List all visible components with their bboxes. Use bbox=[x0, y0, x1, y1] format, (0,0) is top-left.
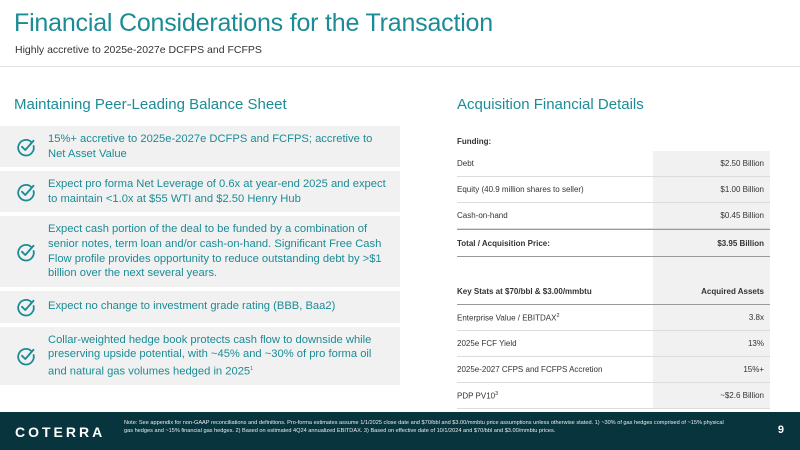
left-section-heading: Maintaining Peer-Leading Balance Sheet bbox=[14, 96, 287, 113]
row-label: Enterprise Value / EBITDAX bbox=[457, 313, 557, 323]
page-number: 9 bbox=[777, 424, 784, 436]
row-label: Equity (40.9 million shares to seller) bbox=[457, 185, 584, 194]
table-row bbox=[457, 151, 770, 177]
bullet-text bbox=[48, 333, 388, 380]
footnote-marker: 1 bbox=[250, 365, 254, 372]
checkmark-circle-icon bbox=[16, 297, 36, 317]
stats-header-row bbox=[457, 279, 770, 305]
total-value: $3.95 Billion bbox=[653, 230, 770, 256]
table-row bbox=[457, 331, 770, 357]
stats-header-label: Key Stats at $70/bbl & $3.00/mmbtu bbox=[457, 287, 592, 296]
bullet-text: Expect no change to investment grade rating (BBB, Baa2) bbox=[48, 300, 336, 313]
row-label: Debt bbox=[457, 159, 474, 168]
bullet-list bbox=[0, 126, 400, 389]
funding-label: Funding: bbox=[457, 136, 492, 146]
row-label: 2025e-2027 CFPS and FCFPS Accretion bbox=[457, 365, 603, 374]
table-row bbox=[457, 203, 770, 229]
footer-bar bbox=[0, 412, 800, 450]
total-label: Total / Acquisition Price: bbox=[457, 238, 550, 248]
checkmark-circle-icon bbox=[16, 242, 36, 262]
checkmark-circle-icon bbox=[16, 182, 36, 202]
row-label: Cash-on-hand bbox=[457, 211, 508, 220]
company-logo: COTERRA bbox=[15, 424, 106, 440]
header-divider bbox=[0, 66, 800, 67]
stats-header-value: Acquired Assets bbox=[653, 279, 770, 304]
row-value: $1.00 Billion bbox=[653, 177, 770, 202]
bullet-text-body: Collar-weighted hedge book protects cash flow to downside while preserving upside potential, with ~45% and ~30% of pro forma oil and natural gas volumes hedged in 2025 bbox=[48, 333, 372, 378]
footnote-marker: 2 bbox=[556, 312, 560, 319]
page-title: Financial Considerations for the Transaction bbox=[14, 9, 493, 37]
bullet-item bbox=[0, 171, 400, 212]
row-value: $2.50 Billion bbox=[653, 151, 770, 176]
row-value: ~$2.6 Billion bbox=[653, 383, 770, 408]
funding-header-row bbox=[457, 131, 770, 151]
table-row bbox=[457, 305, 770, 331]
bullet-item bbox=[0, 216, 400, 286]
bullet-item bbox=[0, 126, 400, 167]
table-spacer bbox=[457, 257, 770, 279]
row-value: 15%+ bbox=[653, 357, 770, 382]
financial-details-table bbox=[457, 131, 770, 409]
table-row bbox=[457, 383, 770, 409]
bullet-item bbox=[0, 291, 400, 323]
footnote-marker: 3 bbox=[495, 390, 499, 397]
bullet-text: Expect pro forma Net Leverage of 0.6x at year-end 2025 and expect to maintain <1.0x at $55 WTI and $2.50 Henry Hub bbox=[48, 178, 386, 205]
page-subtitle: Highly accretive to 2025e-2027e DCFPS and FCFPS bbox=[15, 44, 262, 56]
table-row bbox=[457, 177, 770, 203]
row-label: 2025e FCF Yield bbox=[457, 339, 517, 348]
right-section-heading: Acquisition Financial Details bbox=[457, 96, 644, 113]
bullet-text: 15%+ accretive to 2025e-2027e DCFPS and FCFPS; accretive to Net Asset Value bbox=[48, 133, 373, 160]
bullet-item bbox=[0, 327, 400, 386]
total-row bbox=[457, 229, 770, 257]
table-row bbox=[457, 357, 770, 383]
checkmark-circle-icon bbox=[16, 346, 36, 366]
checkmark-circle-icon bbox=[16, 137, 36, 157]
row-value: $0.45 Billion bbox=[653, 203, 770, 228]
footnote-text: Note: See appendix for non-GAAP reconciliations and definitions. Pro-forma estimates assume 1/1/2025 close date and $70/bbl and $3.00/mmbtu price assumptions unless otherwise stated. 1) ~30% of gas hedges comprised of ~15% physical gas hedges and ~15% financial gas hedges. 2) Based on estimated 4Q24 annualized EBITDAX. 3) Based on effective date of 10/1/2024 and $70/bbl and $3.00/mmbtu prices. bbox=[124, 420, 724, 434]
bullet-text: Expect cash portion of the deal to be funded by a combination of senior notes, term loan and/or cash-on-hand. Significant Free Cash Flow profile provides opportunity to reduce outstanding debt by >$1 billion over the next several years. bbox=[48, 223, 382, 280]
row-value: 3.8x bbox=[653, 305, 770, 330]
row-label: PDP PV10 bbox=[457, 391, 496, 401]
row-value: 13% bbox=[653, 331, 770, 356]
